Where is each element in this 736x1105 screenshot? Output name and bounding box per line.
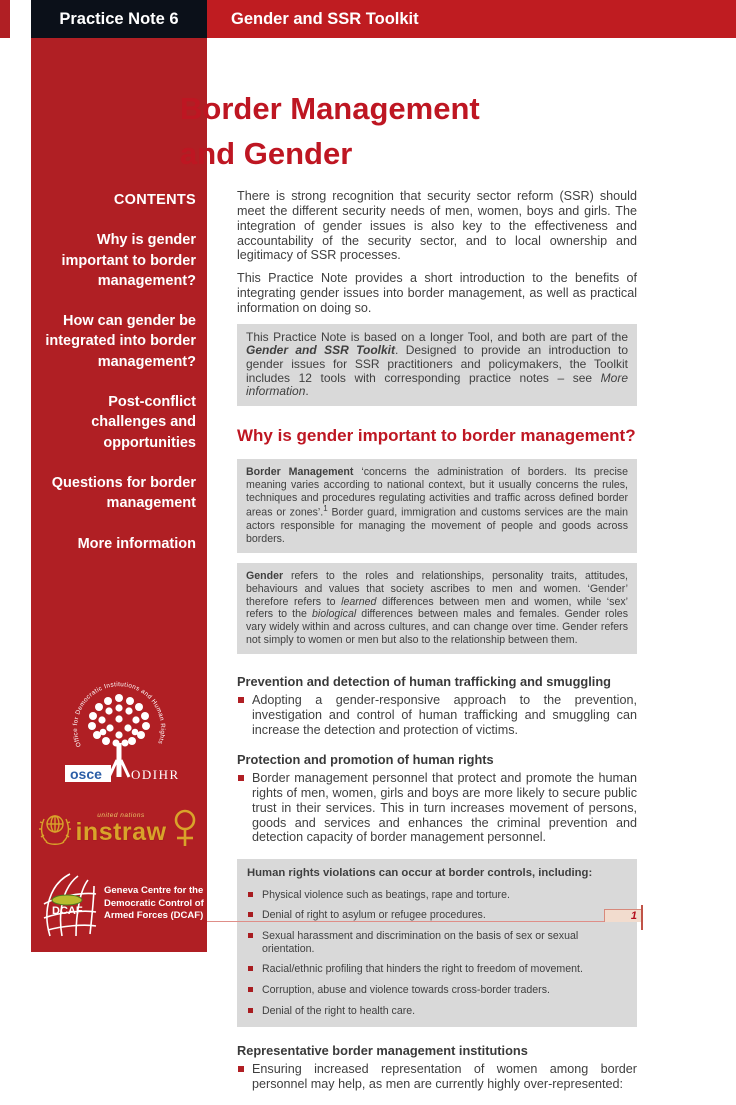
bullet-text: Adopting a gender-responsive approach to the prevention, investigation and control of human trafficking and smuggling can increase the detection and protection of victims. xyxy=(252,693,637,738)
human-rights-violations-box xyxy=(237,859,637,1026)
intro-paragraph-2: This Practice Note provides a short introduction to the benefits of integrating gender issues into border management, as well as practical information on doing so. xyxy=(237,271,637,316)
bullet-square-icon xyxy=(248,987,253,992)
page-title xyxy=(180,86,480,176)
border-management-definition-box xyxy=(237,459,637,553)
bullet-square-icon xyxy=(238,775,244,781)
border-definition-term: Border Management xyxy=(246,465,354,478)
bullet-item xyxy=(237,771,637,845)
toolkit-box-text: This Practice Note is based on a longer Tool, and both are part of the xyxy=(246,329,628,344)
subheading-representative: Representative border management institutions xyxy=(237,1042,528,1058)
bullet-square-icon xyxy=(238,697,244,703)
footer-rule xyxy=(207,921,642,922)
osce-ring-text: Office for Democratic Institutions and Human Rights xyxy=(71,681,167,748)
page-title-line2: and Gender xyxy=(180,136,353,171)
gender-definition-box xyxy=(237,563,637,655)
un-emblem-icon xyxy=(38,809,72,849)
female-symbol-icon xyxy=(170,808,200,850)
bullet-square-icon xyxy=(248,966,253,971)
footnote-ref-1: 1 xyxy=(323,504,328,514)
violations-item-text: Physical violence such as beatings, rape and torture. xyxy=(262,888,510,901)
toolkit-info-box xyxy=(237,324,637,406)
gender-definition-text: refers to the roles and relationships, personality traits, attitudes, behaviours and values that society ascribes to men and women. ‘Gender’ therefore refers to xyxy=(246,569,628,608)
sidebar-item-how-integrated[interactable]: How can gender be integrated into border management? xyxy=(45,313,196,370)
violations-item-text: Denial of the right to health care. xyxy=(262,1004,416,1017)
violations-item xyxy=(247,889,627,902)
toolkit-box-title: Gender and SSR Toolkit xyxy=(246,343,395,358)
violations-item xyxy=(247,930,627,955)
osce-odihr-logo xyxy=(39,680,199,788)
practice-note-label: Practice Note 6 xyxy=(31,0,207,38)
main-content xyxy=(237,189,637,1105)
bullet-item xyxy=(237,693,637,738)
dcaf-caption-line1: Geneva Centre for the xyxy=(104,885,204,897)
toolkit-box-text2: . Designed to provide an introduction to gender issues for SSR practitioners and policymakers, the Toolkit includes 12 tools with corresponding practice notes – see xyxy=(246,343,628,385)
violations-item xyxy=(247,963,627,976)
violations-box-title: Human rights violations can occur at border controls, including: xyxy=(247,867,593,880)
contents-heading: CONTENTS xyxy=(113,192,196,208)
bullet-item xyxy=(237,1062,637,1092)
gender-definition-term: Gender xyxy=(246,569,284,582)
violations-item xyxy=(247,984,627,997)
odihr-wordmark: ODIHR xyxy=(131,767,180,782)
footer-tick xyxy=(641,905,643,930)
instraw-name-text: instraw xyxy=(75,817,167,846)
dcaf-caption-line3: Armed Forces (DCAF) xyxy=(104,910,204,922)
bullet-square-icon xyxy=(248,933,253,938)
instraw-banner-text: united nations xyxy=(97,812,145,820)
gender-definition-learned: learned xyxy=(341,595,377,608)
intro-paragraph-1: There is strong recognition that security sector reform (SSR) should meet the different security needs of men, women, boys and girls. The integration of gender issues is also key to the effectiveness and accountability of the security sector, and to local ownership and legitimacy of SSR processes. xyxy=(237,189,637,263)
page-title-line1: Border Management xyxy=(180,91,480,126)
osce-wordmark: osce xyxy=(70,766,102,782)
violations-item-text: Denial of right to asylum or refugee procedures. xyxy=(262,909,486,922)
sidebar-item-why-gender[interactable]: Why is gender important to border management? xyxy=(61,232,196,289)
bullet-text: Ensuring increased representation of women among border personnel may help, as men are currently highly over-represented: xyxy=(252,1061,637,1091)
bullet-text: Border management personnel that protect and promote the human rights of men, women, girls and boys are more likely to secure public trust in their services. This in turn increases movement of persons, goods and services and enhances the criminal prevention and detection capacity of border management personnel. xyxy=(252,771,637,845)
page-number: 1 xyxy=(630,910,637,922)
bullet-square-icon xyxy=(238,1066,244,1072)
contents-nav xyxy=(31,190,207,554)
dcaf-acronym: DCAF xyxy=(52,905,83,917)
violations-item-text: Sexual harassment and discrimination on the basis of sex or sexual orientation. xyxy=(262,930,579,955)
dcaf-caption-line2: Democratic Control of xyxy=(104,897,204,909)
toolkit-banner: Gender and SSR Toolkit xyxy=(207,0,736,38)
gender-definition-biological: biological xyxy=(312,608,357,621)
page-number-box xyxy=(604,909,641,922)
violations-item-text: Corruption, abuse and violence towards cross-border traders. xyxy=(262,984,550,997)
sidebar-item-questions[interactable]: Questions for border management xyxy=(51,474,196,512)
subheading-trafficking: Prevention and detection of human trafficking and smuggling xyxy=(237,674,611,690)
toolkit-box-more-info: More information xyxy=(246,370,628,399)
bullet-square-icon xyxy=(248,892,253,897)
violations-item xyxy=(247,1005,627,1018)
osce-tree-icon xyxy=(39,680,199,788)
dcaf-globe-icon xyxy=(40,870,98,938)
bullet-square-icon xyxy=(248,912,253,917)
sidebar-item-more-info[interactable]: More information xyxy=(77,535,196,552)
violations-item-text: Racial/ethnic profiling that hinders the right to freedom of movement. xyxy=(262,963,583,976)
dcaf-logo xyxy=(40,870,204,938)
border-definition-text2: Border guard, immigration and customs services are the main actors responsible for managing the movement of people and goods across borders. xyxy=(246,506,628,545)
sidebar-item-post-conflict[interactable]: Post-conflict challenges and opportunities xyxy=(91,394,196,451)
corner-red-tab xyxy=(0,0,10,38)
instraw-logo xyxy=(40,798,198,860)
gender-definition-text3: differences between males and females. Gender roles vary widely within and across cultures, and can change over time. Gender refers not simply to women or men but also to the relationship between them. xyxy=(246,608,628,647)
dcaf-caption xyxy=(104,885,204,922)
instraw-wordmark xyxy=(75,813,166,845)
border-definition-text: ‘concerns the administration of borders. Its precise meaning varies according to national context, but it usually concerns the rules, techniques and procedures regulating activities and traffic across defined border areas or zones’. xyxy=(246,465,628,519)
toolkit-box-period: . xyxy=(305,384,309,399)
subheading-human-rights: Protection and promotion of human rights xyxy=(237,751,494,767)
bullet-square-icon xyxy=(248,1008,253,1013)
gender-definition-text2: differences between men and women, while ‘sex’ refers to the xyxy=(246,595,628,621)
section-heading-why-gender: Why is gender important to border management? xyxy=(237,425,636,445)
